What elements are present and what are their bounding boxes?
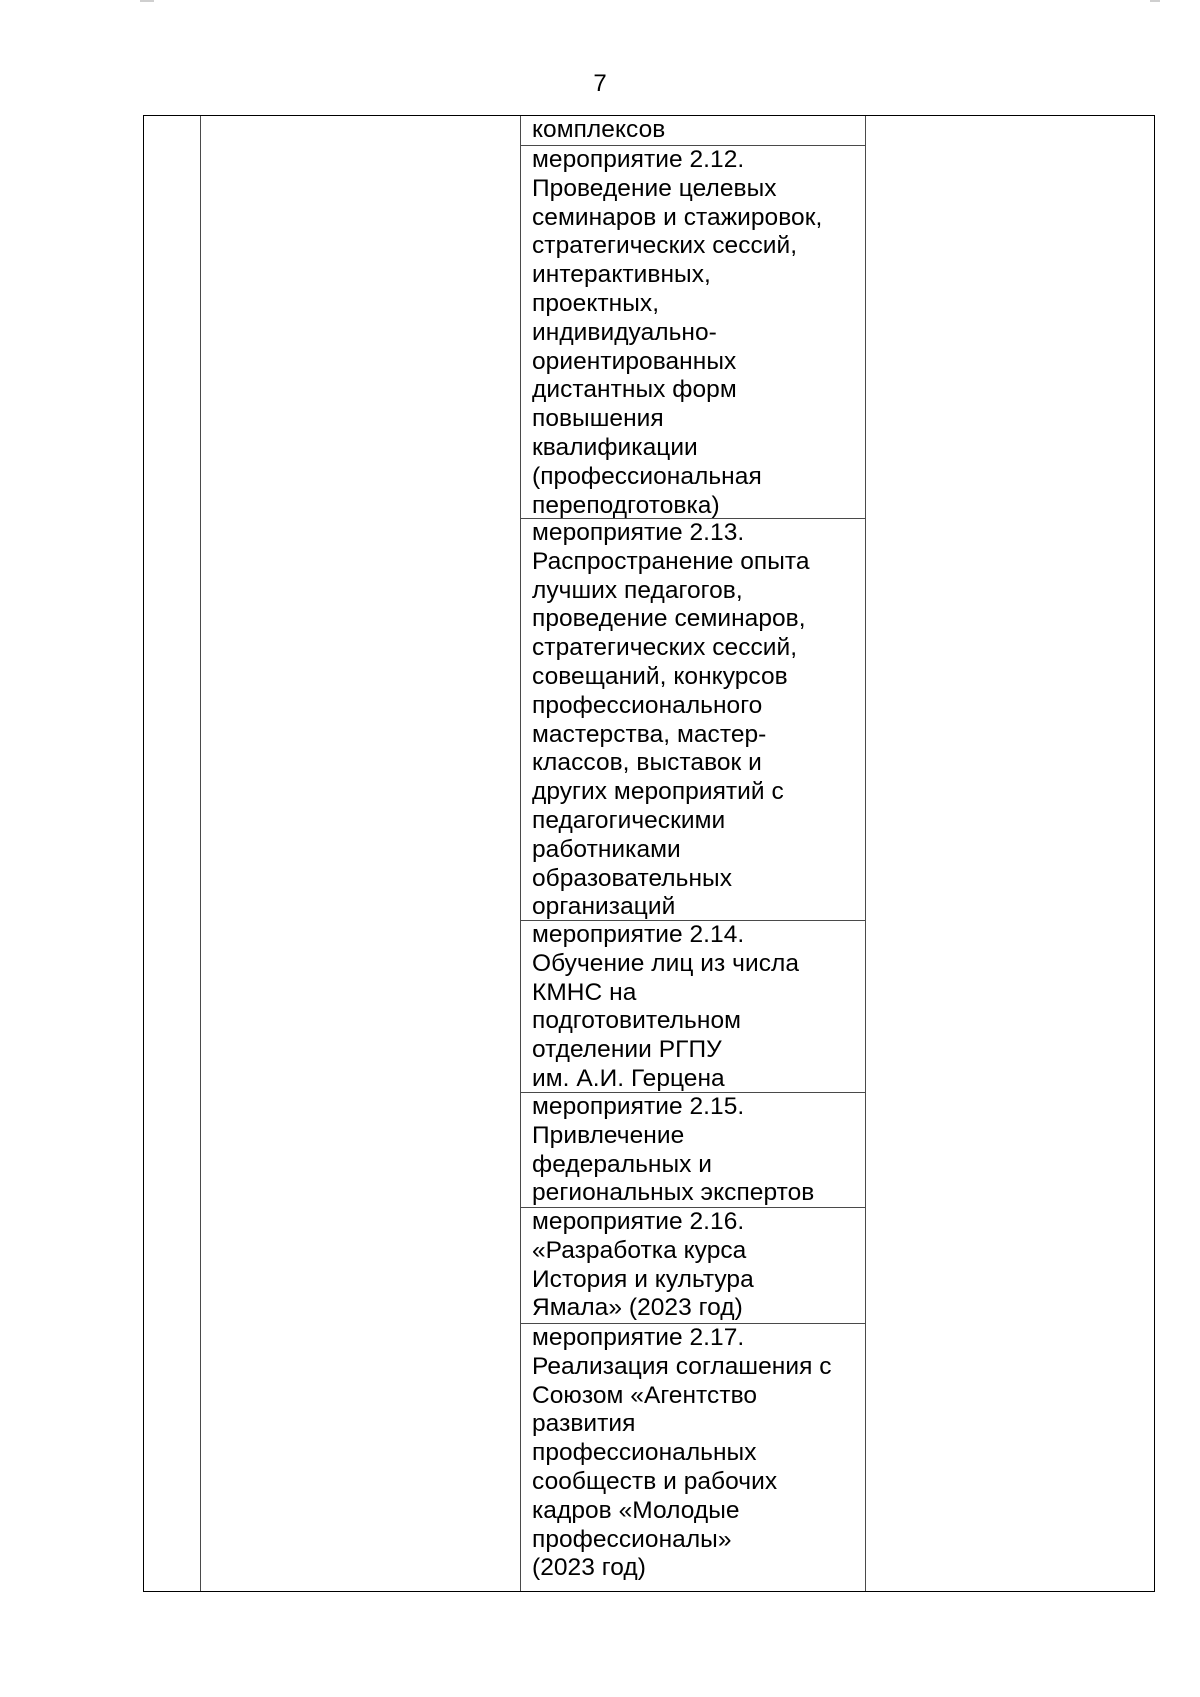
event-cell-2-15: мероприятие 2.15. Привлечение федеральных и региональных экспертов (520, 1093, 865, 1208)
event-cell-2-14: мероприятие 2.14. Обучение лиц из числа КМНС на подготовительном отделении РГПУ им. А.И. Герцена (520, 921, 865, 1093)
event-cell-2-12: мероприятие 2.12. Проведение целевых семинаров и стажировок, стратегических сессий, интерактивных, проектных, индивидуально- ориентированных дистантных форм повышения квалификации (профессиональная переподготовка) (520, 146, 865, 519)
event-cell-2-17: мероприятие 2.17. Реализация соглашения с Союзом «Агентство развития профессиональных сообществ и рабочих кадров «Молодые профессионалы» (2023 год) (532, 1324, 832, 1582)
event-cell-continuation: комплексов (520, 116, 865, 146)
scan-edge-mark-left (140, 0, 154, 2)
measures-table (143, 115, 1155, 1592)
event-cell-2-16: мероприятие 2.16. «Разработка курса История и культура Ямала» (2023 год) (520, 1208, 865, 1324)
event-cell-2-13: мероприятие 2.13. Распространение опыта лучших педагогов, проведение семинаров, стратегических сессий, совещаний, конкурсов профессионального мастерства, мастер- классов, выставок и других мероприятий с педагогическими работниками образовательных организаций (520, 519, 865, 921)
page-number: 7 (593, 70, 607, 97)
column-divider-1 (200, 116, 201, 1591)
column-divider-3 (865, 116, 866, 1591)
scan-edge-mark-right (1150, 0, 1160, 2)
